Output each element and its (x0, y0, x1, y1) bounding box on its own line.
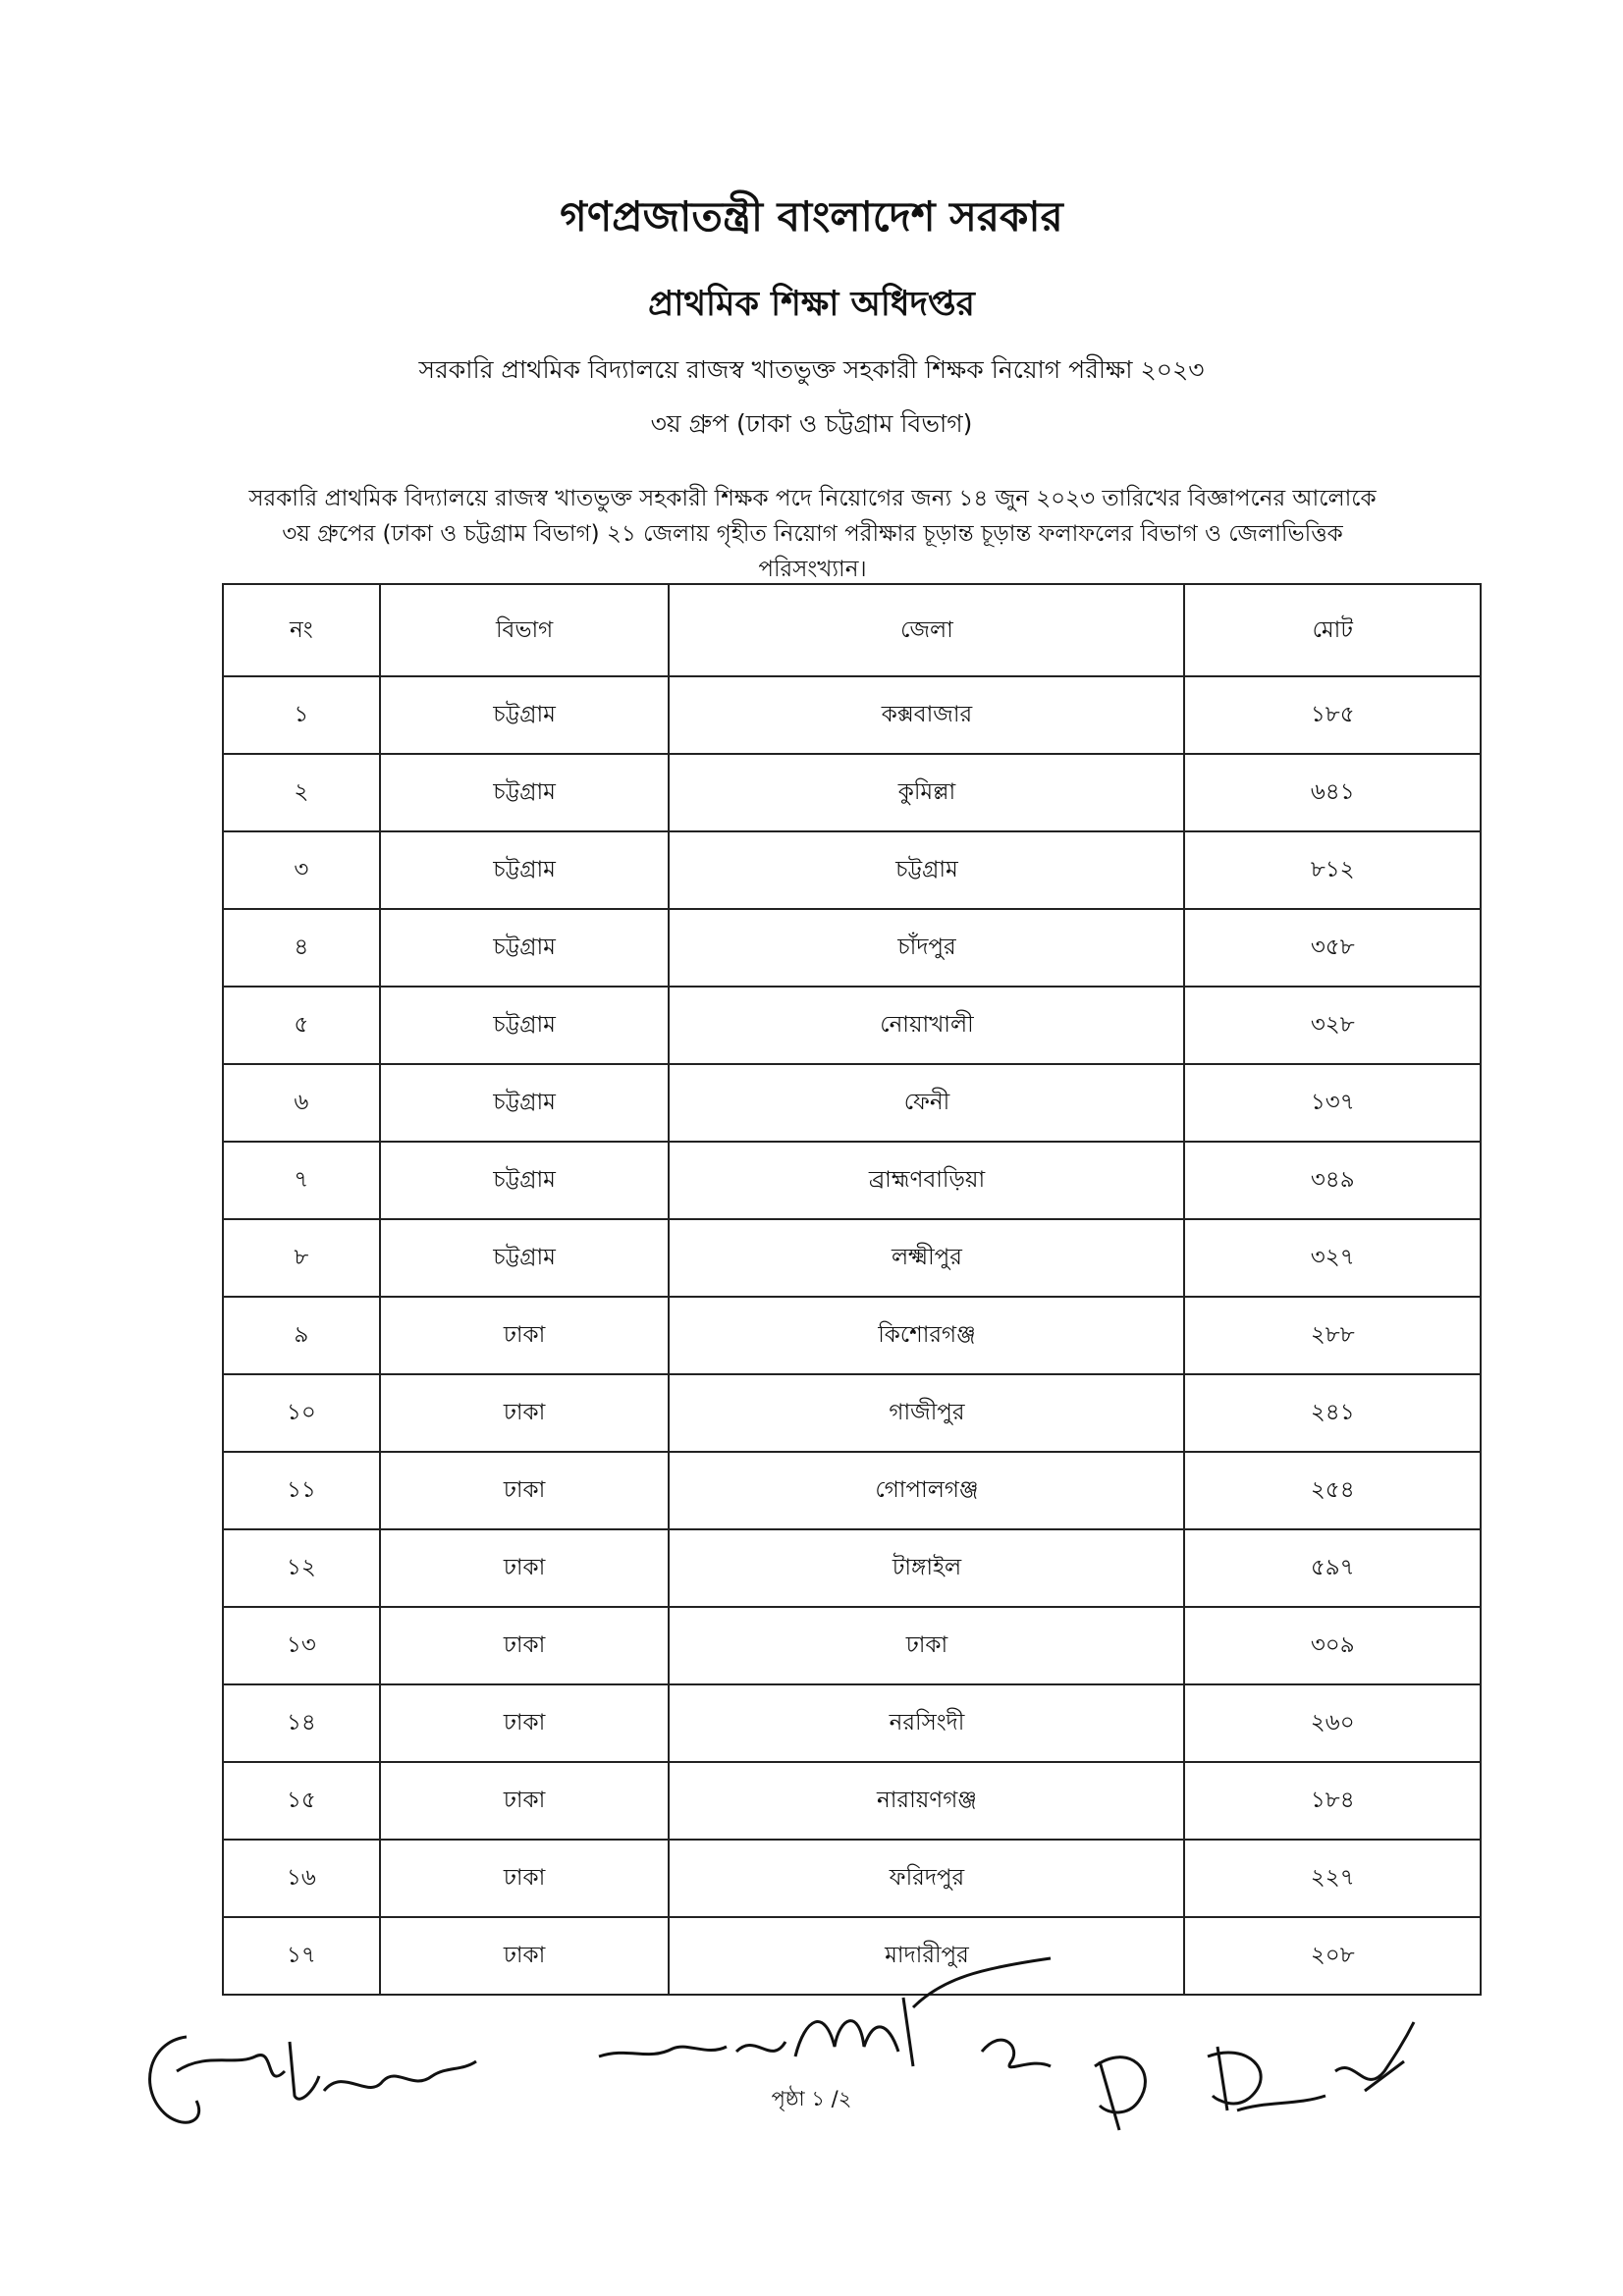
cell-division: ঢাকা (380, 1762, 670, 1840)
intro-line-1: সরকারি প্রাথমিক বিদ্যালয়ে রাজস্ব খাতভুক্ত সহকারী শিক্ষক পদে নিয়োগের জন্য ১৪ জুন ২০২৩ তারিখের বিজ্ঞাপনের আলোকে (248, 486, 1377, 511)
cell-no: ১২ (223, 1529, 380, 1607)
cell-total: ২৪১ (1184, 1374, 1481, 1452)
directorate-title: প্রাথমিক শিক্ষা অধিদপ্তর (648, 285, 975, 324)
exam-title: সরকারি প্রাথমিক বিদ্যালয়ে রাজস্ব খাতভুক্ত সহকারী শিক্ষক নিয়োগ পরীক্ষা ২০২৩ (418, 355, 1205, 384)
page-number: পৃষ্ঠা ১ /২ (771, 2087, 852, 2110)
cell-division: ঢাকা (380, 1684, 670, 1762)
cell-district: গোপালগঞ্জ (669, 1452, 1184, 1529)
cell-district: কক্সবাজার (669, 676, 1184, 754)
cell-district: কিশোরগঞ্জ (669, 1297, 1184, 1374)
cell-district: ফেনী (669, 1064, 1184, 1142)
cell-division: চট্টগ্রাম (380, 1219, 670, 1297)
table-row (223, 1452, 1481, 1529)
cell-district: ফরিদপুর (669, 1840, 1184, 1917)
table-row (223, 1297, 1481, 1374)
cell-district: লক্ষ্মীপুর (669, 1219, 1184, 1297)
table-row (223, 831, 1481, 909)
cell-no: ১৪ (223, 1684, 380, 1762)
cell-division: ঢাকা (380, 1529, 670, 1607)
table-row (223, 909, 1481, 987)
cell-total: ৬৪১ (1184, 754, 1481, 831)
cell-no: ৭ (223, 1142, 380, 1219)
table-row (223, 1374, 1481, 1452)
cell-no: ৩ (223, 831, 380, 909)
cell-district: নারায়ণগঞ্জ (669, 1762, 1184, 1840)
cell-total: ৩২৭ (1184, 1219, 1481, 1297)
cell-district: মাদারীপুর (669, 1917, 1184, 1995)
cell-district: চাঁদপুর (669, 909, 1184, 987)
table-row (223, 754, 1481, 831)
cell-district: ঢাকা (669, 1607, 1184, 1684)
header-district: জেলা (669, 584, 1184, 676)
cell-total: ১৮৫ (1184, 676, 1481, 754)
cell-no: ১৩ (223, 1607, 380, 1684)
intro-line-2: ৩য় গ্রুপের (ঢাকা ও চট্টগ্রাম বিভাগ) ২১ জেলায় গৃহীত নিয়োগ পরীক্ষার চূড়ান্ত চূড়ান্ত ফলাফলের বিভাগ ও জেলাভিত্তিক (282, 521, 1343, 547)
cell-division: চট্টগ্রাম (380, 676, 670, 754)
cell-total: ৮১২ (1184, 831, 1481, 909)
cell-total: ১৩৭ (1184, 1064, 1481, 1142)
signature-3 (1070, 2002, 1424, 2150)
cell-total: ২৬০ (1184, 1684, 1481, 1762)
header-division: বিভাগ (380, 584, 670, 676)
cell-no: ৪ (223, 909, 380, 987)
results-table (222, 583, 1482, 1996)
table-row (223, 987, 1481, 1064)
signature-2 (589, 1939, 1060, 2106)
cell-total: ১৮৪ (1184, 1762, 1481, 1840)
cell-total: ২২৭ (1184, 1840, 1481, 1917)
table-row (223, 1607, 1481, 1684)
table-row (223, 1529, 1481, 1607)
header-total: মোট (1184, 584, 1481, 676)
cell-total: ৩৫৮ (1184, 909, 1481, 987)
cell-district: কুমিল্লা (669, 754, 1184, 831)
cell-division: ঢাকা (380, 1840, 670, 1917)
cell-total: ২৮৮ (1184, 1297, 1481, 1374)
cell-division: চট্টগ্রাম (380, 754, 670, 831)
cell-district: গাজীপুর (669, 1374, 1184, 1452)
government-title: গণপ্রজাতন্ত্রী বাংলাদেশ সরকার (560, 192, 1063, 240)
cell-total: ৩৪৯ (1184, 1142, 1481, 1219)
cell-division: ঢাকা (380, 1374, 670, 1452)
cell-no: ৫ (223, 987, 380, 1064)
cell-total: ৩২৮ (1184, 987, 1481, 1064)
cell-district: নরসিংদী (669, 1684, 1184, 1762)
group-title: ৩য় গ্রুপ (ঢাকা ও চট্টগ্রাম বিভাগ) (650, 409, 973, 438)
cell-division: ঢাকা (380, 1607, 670, 1684)
table-header-row (223, 584, 1481, 676)
signature-1 (118, 2012, 491, 2150)
cell-total: ৩০৯ (1184, 1607, 1481, 1684)
cell-division: চট্টগ্রাম (380, 1064, 670, 1142)
table-row (223, 1684, 1481, 1762)
intro-line-3: পরিসংখ্যান। (758, 557, 867, 582)
cell-no: ১ (223, 676, 380, 754)
cell-no: ৬ (223, 1064, 380, 1142)
cell-no: ১৭ (223, 1917, 380, 1995)
cell-total: ২৫৪ (1184, 1452, 1481, 1529)
cell-no: ১৫ (223, 1762, 380, 1840)
table-row (223, 1762, 1481, 1840)
cell-district: চট্টগ্রাম (669, 831, 1184, 909)
intro-paragraph (211, 481, 1414, 587)
cell-division: ঢাকা (380, 1452, 670, 1529)
cell-division: চট্টগ্রাম (380, 1142, 670, 1219)
cell-no: ৯ (223, 1297, 380, 1374)
cell-no: ১০ (223, 1374, 380, 1452)
cell-no: ৮ (223, 1219, 380, 1297)
cell-no: ১৬ (223, 1840, 380, 1917)
cell-district: নোয়াখালী (669, 987, 1184, 1064)
cell-division: ঢাকা (380, 1297, 670, 1374)
table-row (223, 1840, 1481, 1917)
cell-no: ১১ (223, 1452, 380, 1529)
cell-total: ২০৮ (1184, 1917, 1481, 1995)
cell-no: ২ (223, 754, 380, 831)
header-no: নং (223, 584, 380, 676)
cell-division: ঢাকা (380, 1917, 670, 1995)
cell-total: ৫৯৭ (1184, 1529, 1481, 1607)
table-row (223, 676, 1481, 754)
table-row (223, 1142, 1481, 1219)
cell-division: চট্টগ্রাম (380, 909, 670, 987)
cell-division: চট্টগ্রাম (380, 831, 670, 909)
cell-district: টাঙ্গাইল (669, 1529, 1184, 1607)
table-row (223, 1064, 1481, 1142)
table-row (223, 1219, 1481, 1297)
cell-district: ব্রাহ্মণবাড়িয়া (669, 1142, 1184, 1219)
cell-division: চট্টগ্রাম (380, 987, 670, 1064)
